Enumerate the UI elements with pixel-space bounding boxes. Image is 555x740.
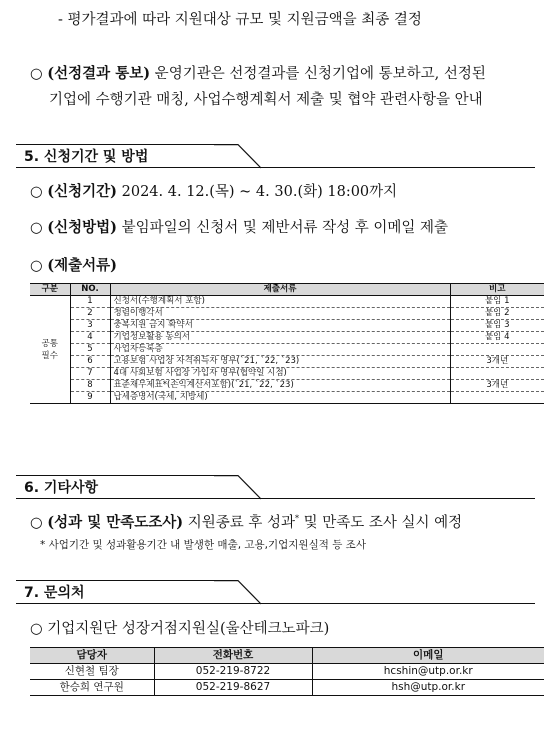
doc-number: 4: [70, 332, 110, 344]
doc-number: 6: [70, 356, 110, 368]
doc-note: 붙임 3: [450, 320, 544, 332]
doc-name: 청렴이행각서: [110, 308, 450, 320]
category-cell: 공통 필수: [30, 296, 70, 404]
column-header: 이메일: [312, 648, 544, 664]
table-row: [30, 344, 544, 356]
doc-note: [450, 344, 544, 356]
doc-number: 5: [70, 344, 110, 356]
table-row: [30, 296, 544, 308]
table-row: [30, 368, 544, 380]
column-header: 구분: [30, 284, 70, 296]
footnote-marker: *: [295, 514, 300, 524]
doc-number: 3: [70, 320, 110, 332]
table-header-row: [30, 284, 544, 296]
selection-notice-text-cont: 기업에 수행기관 매칭, 사업수행계획서 제출 및 협약 관련사항을 안내: [49, 92, 483, 108]
contact-table: [30, 647, 544, 696]
contact-org: 기업지원단 성장거점지원실(울산테크노파크): [42, 621, 330, 637]
doc-note: 붙임 1: [450, 296, 544, 308]
doc-name: 고용보험 사업장 자격취득자 명부(`21, `22, `23): [110, 356, 450, 368]
doc-name: 중복지원 금지 확약서: [110, 320, 450, 332]
survey-item: [30, 511, 462, 532]
contact-person: 한승희 연구원: [30, 680, 154, 696]
survey-text-cont: 및 만족도 조사 실시 예정: [299, 515, 463, 531]
column-header: NO.: [70, 284, 110, 296]
table-row: [30, 308, 544, 320]
section-5-title: 5. 신청기간 및 방법: [16, 144, 216, 168]
table-row: [30, 356, 544, 368]
section-7-rule: [16, 603, 535, 604]
evaluation-note: - 평가결과에 따라 지원대상 규모 및 지원금액을 최종 결정: [58, 12, 422, 28]
table-row: [30, 332, 544, 344]
period-item: [30, 180, 397, 201]
bullet: ○: [30, 66, 43, 82]
bullet: ○: [30, 184, 43, 200]
docs-label: (제출서류): [47, 257, 118, 274]
doc-name: 기업정보활용 동의서: [110, 332, 450, 344]
bullet: ○: [30, 621, 43, 637]
selection-notice-item: [30, 62, 486, 83]
table-row: [30, 664, 544, 680]
table-header-row: [30, 648, 544, 664]
doc-number: 9: [70, 392, 110, 404]
doc-name: 사업자등록증: [110, 344, 450, 356]
period-label: (신청기간): [47, 183, 118, 200]
docs-item: [30, 254, 117, 275]
period-value: 2024. 4. 12.(목) ~ 4. 30.(화) 18:00까지: [117, 184, 398, 200]
section-6-header: [16, 475, 246, 499]
section-header-arrow-icon: [214, 144, 264, 169]
method-value: 붙임파일의 신청서 및 제반서류 작성 후 이메일 제출: [117, 220, 449, 236]
doc-name: 신청서(수행계획서 포함): [110, 296, 450, 308]
submission-docs-table: [30, 283, 544, 404]
survey-text: 지원종료 후 성과: [183, 515, 296, 531]
section-5-rule: [16, 167, 535, 168]
contact-email[interactable]: hsh@utp.or.kr: [312, 680, 544, 696]
doc-note: [450, 392, 544, 404]
doc-note: 3개년: [450, 380, 544, 392]
doc-number: 2: [70, 308, 110, 320]
selection-notice-label: (선정결과 통보): [47, 65, 151, 82]
section-6-title: 6. 기타사항: [16, 475, 216, 499]
column-header: 담당자: [30, 648, 154, 664]
survey-footnote: * 사업기간 및 성과활용기간 내 발생한 매출, 고용,기업지원실적 등 조사: [40, 539, 366, 551]
method-item: [30, 216, 448, 237]
contact-email[interactable]: hcshin@utp.or.kr: [312, 664, 544, 680]
table-row: [30, 680, 544, 696]
section-7-header: [16, 580, 246, 604]
section-header-arrow-icon: [214, 580, 264, 605]
survey-label: (성과 및 만족도조사): [47, 514, 184, 531]
column-header: 제출서류: [110, 284, 450, 296]
doc-name: 표준재무제표*(손익계산서포함)(`21, `22, `23): [110, 380, 450, 392]
doc-name: 4대 사회보험 사업장 가입자 명부(협약일 시점): [110, 368, 450, 380]
contact-phone: 052-219-8627: [154, 680, 312, 696]
table-row: [30, 320, 544, 332]
doc-number: 1: [70, 296, 110, 308]
section-header-arrow-icon: [214, 475, 264, 500]
section-7-title: 7. 문의처: [16, 580, 216, 604]
bullet: ○: [30, 258, 43, 274]
contact-org-item: [30, 617, 329, 638]
bullet: ○: [30, 515, 43, 531]
doc-name: 납세증명서(국세, 지방세): [110, 392, 450, 404]
column-header: 비고: [450, 284, 544, 296]
selection-notice-text: 운영기관은 선정결과를 신청기업에 통보하고, 선정된: [150, 66, 486, 82]
contact-person: 신현철 팀장: [30, 664, 154, 680]
section-6-rule: [16, 498, 535, 499]
contact-phone: 052-219-8722: [154, 664, 312, 680]
table-row: [30, 380, 544, 392]
doc-note: 붙임 4: [450, 332, 544, 344]
table-row: [30, 392, 544, 404]
doc-number: 8: [70, 380, 110, 392]
method-label: (신청방법): [47, 219, 118, 236]
column-header: 전화번호: [154, 648, 312, 664]
doc-note: 3개년: [450, 356, 544, 368]
bullet: ○: [30, 220, 43, 236]
doc-note: 붙임 2: [450, 308, 544, 320]
section-5-header: [16, 144, 246, 168]
doc-number: 7: [70, 368, 110, 380]
doc-note: [450, 368, 544, 380]
